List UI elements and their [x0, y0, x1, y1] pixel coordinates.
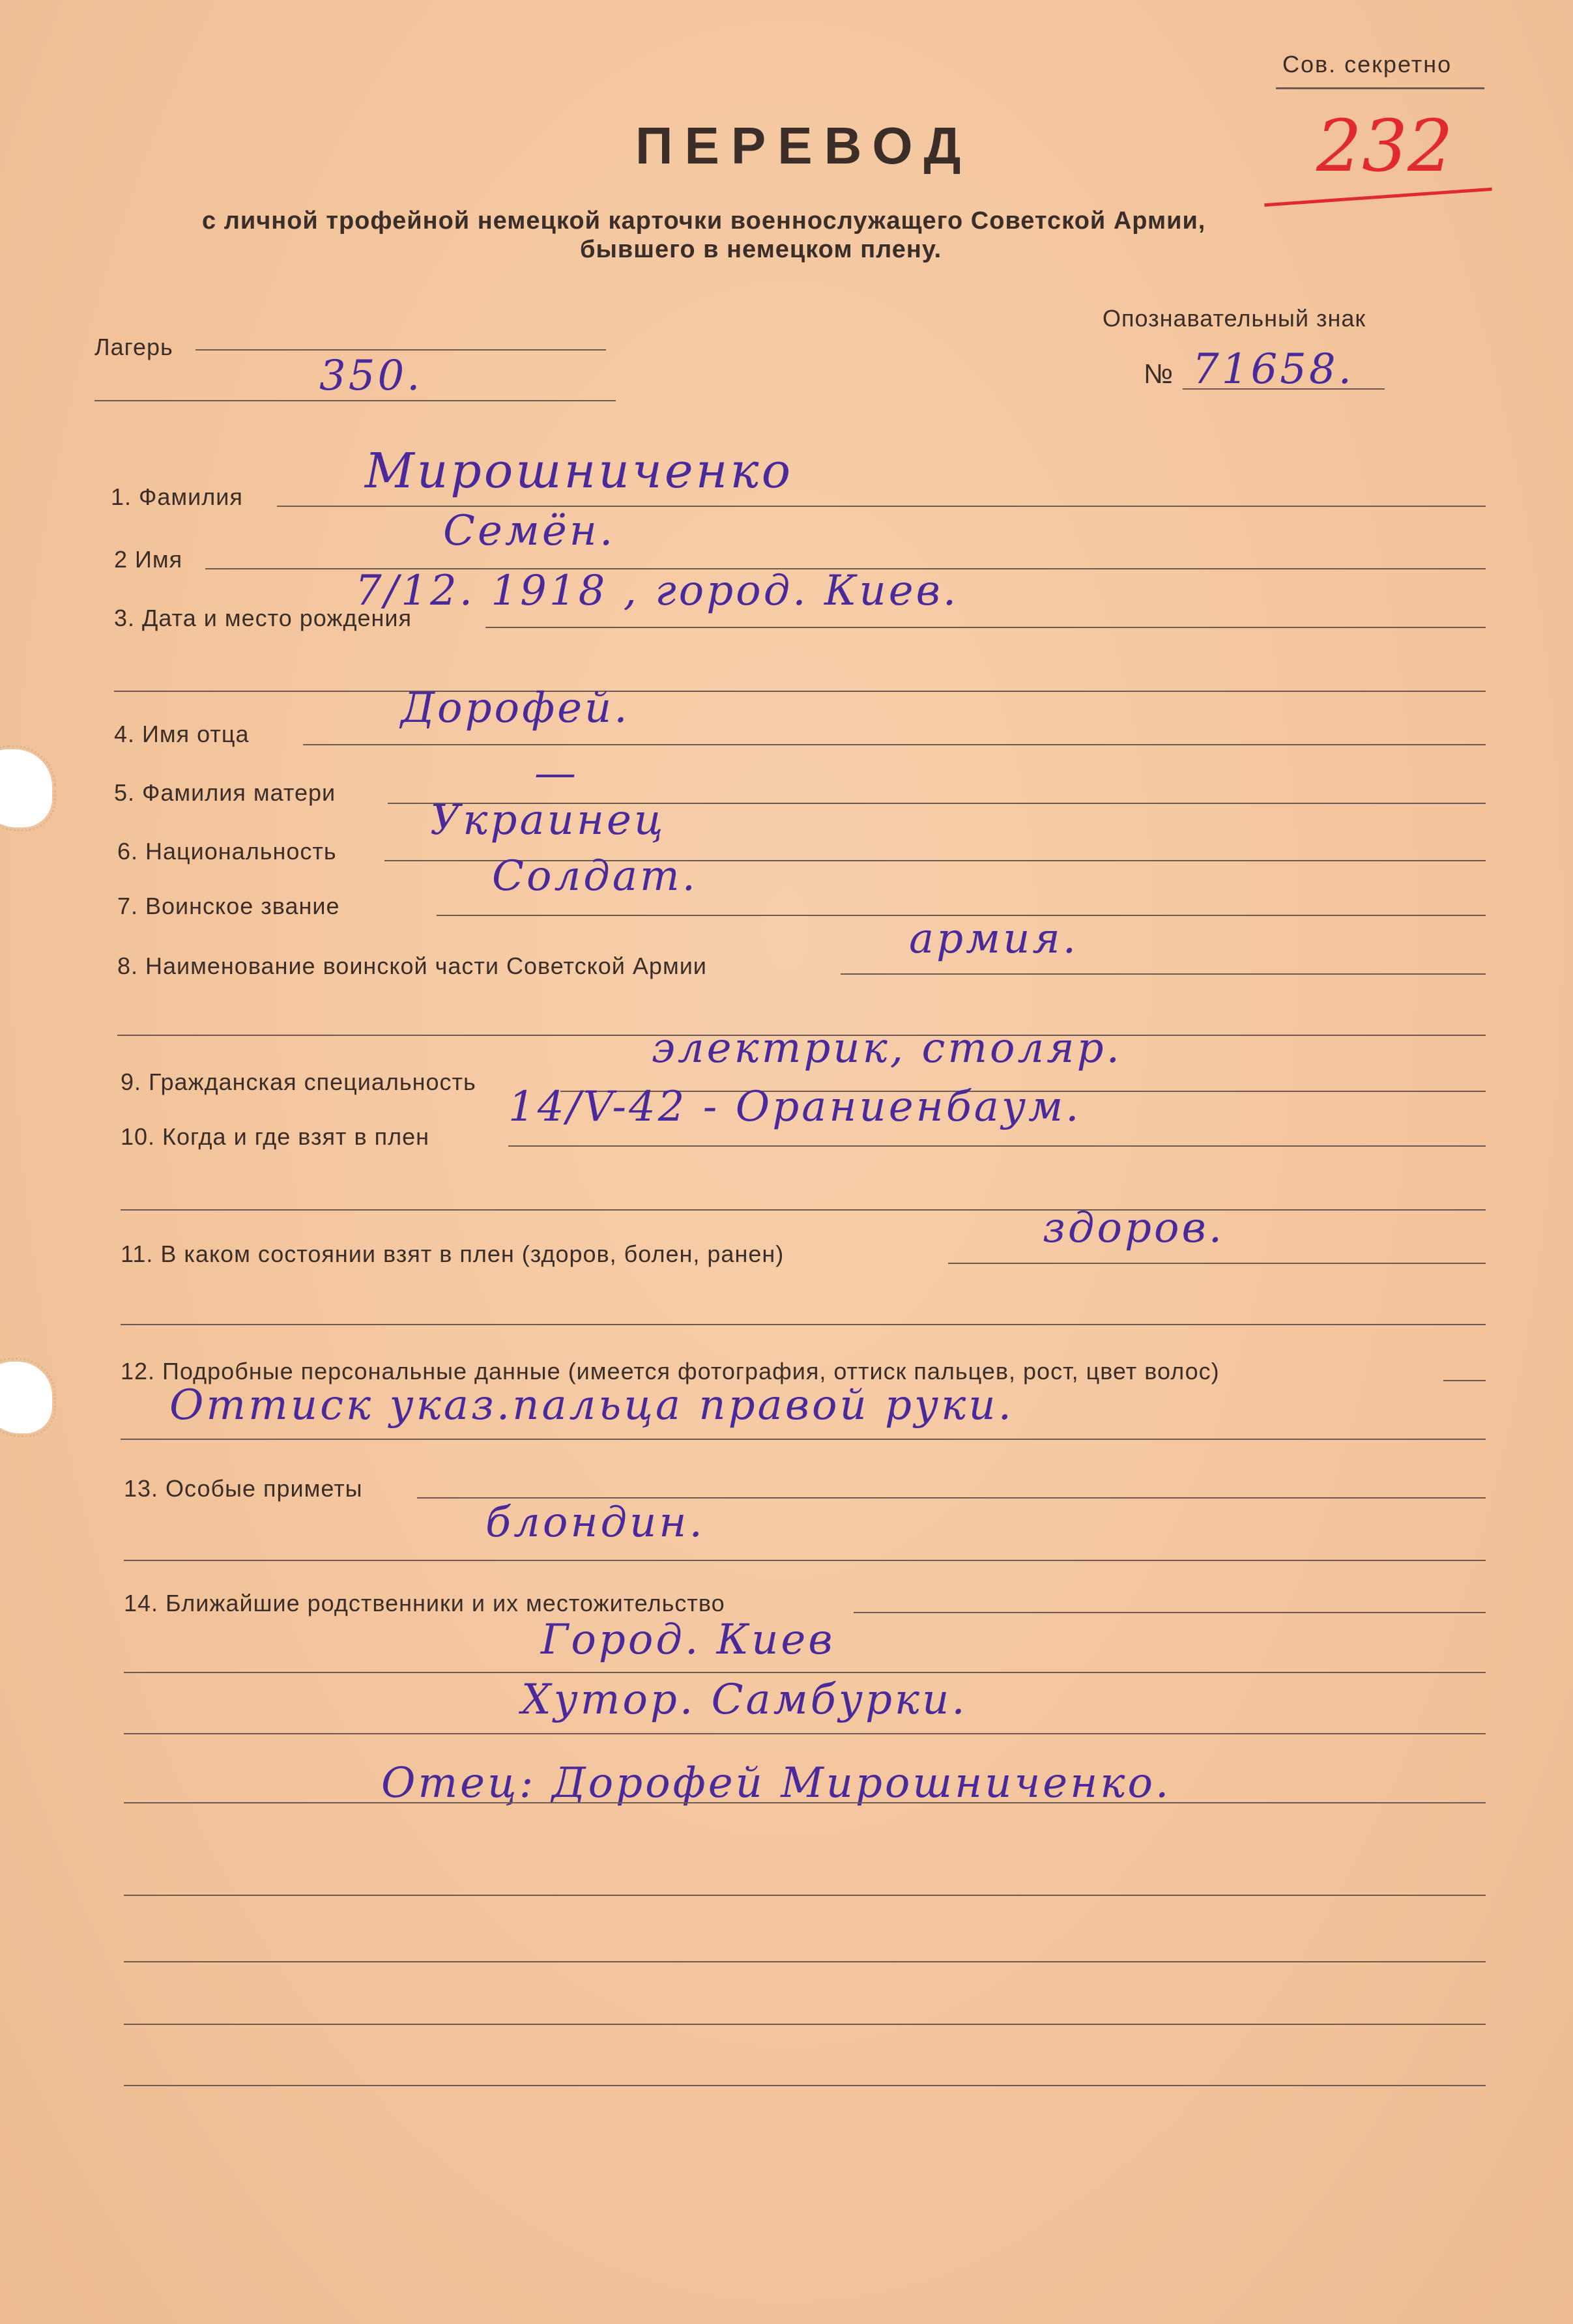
- field-relatives-value-2: Хутор. Самбурки.: [521, 1676, 968, 1724]
- punch-hole-bottom: [0, 1362, 52, 1433]
- field-personal-value: Оттиск указ.пальца правой руки.: [169, 1381, 1014, 1429]
- blank-rule-2: [124, 1961, 1486, 1962]
- archive-number-underline: [1264, 188, 1492, 207]
- field-relatives-rule-3: [124, 1733, 1486, 1734]
- field-rank-label: 7. Воинское звание: [117, 893, 340, 919]
- field-name-label: 2 Имя: [114, 546, 183, 573]
- field-name-value: Семён.: [443, 507, 616, 555]
- field-personal-label: 12. Подробные персональные данные (имеется фотография, оттиск пальцев, рост, цвет волос): [121, 1358, 1220, 1384]
- field-profession-label: 9. Гражданская специальность: [121, 1069, 476, 1095]
- blank-rule-3: [124, 2024, 1486, 2025]
- field-father-rule: [303, 744, 1486, 745]
- field-captured-rule: [508, 1145, 1486, 1147]
- field-nationality-label: 6. Национальность: [117, 838, 337, 865]
- id-tag-prefix: №: [1144, 358, 1174, 389]
- field-birth-rule-2: [114, 691, 1486, 692]
- archive-number: 232: [1316, 104, 1453, 188]
- id-tag-label: Опознавательный знак: [1103, 305, 1366, 332]
- field-captured-value: 14/V-42 - Ораниенбаум.: [508, 1083, 1082, 1131]
- field-birth-value: 7/12. 1918 , город. Киев.: [355, 567, 959, 615]
- field-profession-value: электрик, столяр.: [652, 1024, 1122, 1072]
- field-mother-value: —: [534, 749, 579, 797]
- field-birth-label: 3. Дата и место рождения: [114, 605, 412, 631]
- field-nationality-value: Украинец: [430, 796, 666, 844]
- field-birth-rule: [485, 627, 1486, 628]
- field-mother-label: 5. Фамилия матери: [114, 779, 336, 806]
- field-unit-value: армия.: [909, 915, 1079, 963]
- page-title: ПЕРЕВОД: [635, 117, 973, 175]
- field-father-label: 4. Имя отца: [114, 721, 250, 747]
- field-relatives-value-1: Город. Киев: [541, 1616, 835, 1664]
- camp-label: Лагерь: [94, 334, 173, 360]
- field-captured-rule-2: [121, 1209, 1486, 1211]
- field-unit-rule: [841, 973, 1486, 975]
- page-subtitle-line2: бывшего в немецком плену.: [580, 236, 942, 263]
- field-rank-value: Солдат.: [492, 852, 698, 900]
- camp-value: 350.: [319, 352, 423, 400]
- field-condition-value: здоров.: [1043, 1204, 1225, 1252]
- field-father-value: Дорофей.: [401, 684, 630, 732]
- blank-rule-1: [124, 1895, 1486, 1896]
- classification-stamp: Сов. секретно: [1282, 51, 1452, 78]
- field-marks-label: 13. Особые приметы: [124, 1475, 363, 1502]
- field-captured-label: 10. Когда и где взят в плен: [121, 1123, 429, 1150]
- field-relatives-value-3: Отец: Дорофей Мирошниченко.: [381, 1759, 1172, 1807]
- field-relatives-rule-4: [124, 1802, 1486, 1803]
- field-personal-rule: [1443, 1380, 1486, 1381]
- blank-rule-4: [124, 2085, 1486, 2086]
- field-personal-rule-2: [121, 1439, 1486, 1440]
- field-condition-rule: [948, 1263, 1486, 1264]
- camp-rule-1: [195, 349, 606, 351]
- id-tag-value: 71658.: [1192, 345, 1354, 394]
- camp-rule-2: [94, 400, 616, 401]
- field-marks-rule-2: [124, 1560, 1486, 1561]
- punch-hole-top: [0, 749, 52, 827]
- field-relatives-rule-2: [124, 1672, 1486, 1673]
- field-marks-value: блондин.: [485, 1499, 705, 1547]
- id-tag-rule: [1183, 388, 1385, 390]
- field-unit-label: 8. Наименование воинской части Советской Армии: [117, 953, 707, 979]
- field-condition-label: 11. В каком состоянии взят в плен (здоров, болен, ранен): [121, 1241, 785, 1267]
- field-relatives-rule: [854, 1612, 1486, 1613]
- field-relatives-label: 14. Ближайшие родственники и их местожительство: [124, 1590, 725, 1616]
- page-subtitle-line1: с личной трофейной немецкой карточки военнослужащего Советской Армии,: [202, 207, 1206, 235]
- field-condition-rule-2: [121, 1324, 1486, 1325]
- field-surname-value: Мирошниченко: [365, 443, 794, 499]
- classification-underline: [1276, 87, 1484, 89]
- field-surname-label: 1. Фамилия: [111, 483, 243, 510]
